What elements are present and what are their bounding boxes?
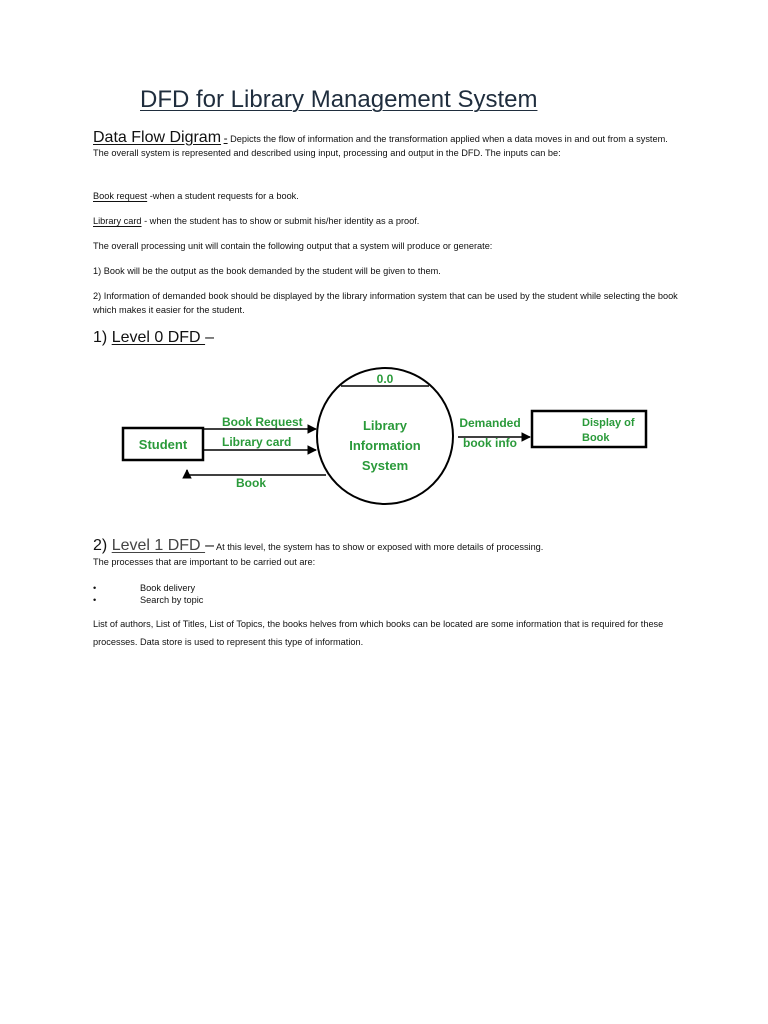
process-id: 0.0 [376, 372, 394, 386]
output-item-1: 1) Book will be the output as the book demanded by the student will be given to them. [93, 266, 441, 276]
sink-display-label-1: Display of [582, 417, 635, 429]
level1-dash: – [205, 537, 214, 554]
level0-dash: – [205, 329, 214, 346]
level0-heading [93, 329, 214, 347]
input-desc: -when a student requests for a book. [147, 191, 299, 201]
flow-demanded-info-label-2: book info [463, 436, 517, 450]
processing-text: The overall processing unit will contain the following output that a system will produce or generate: [93, 241, 493, 251]
flow-library-card-label: Library card [222, 435, 292, 449]
closing-paragraph: List of authors, List of Titles, List of Topics, the books helves from which books can be located are some information that is required for these processes. Data store is used to represent this type of information. [93, 619, 664, 647]
page-title: DFD for Library Management System [140, 86, 538, 113]
input-term: Book request [93, 191, 148, 201]
list-item: • Book delivery [93, 583, 196, 593]
level1-tail: At this level, the system has to show or exposed with more details of processing. [213, 542, 544, 552]
list-item: • Search by topic [93, 595, 204, 605]
process-label-3: System [361, 458, 409, 473]
flow-book-label: Book [236, 476, 266, 490]
level1-label: Level 1 DFD [111, 537, 206, 554]
process-circle [317, 368, 453, 504]
sink-display-label-2: Book [582, 432, 610, 444]
intro-paragraph [93, 131, 683, 160]
processes-intro: The processes that are important to be carried out are: [93, 557, 316, 567]
level1-heading [93, 537, 543, 555]
input-desc: - when the student has to show or submit his/her identity as a proof. [141, 216, 420, 226]
flow-book-arrow [187, 470, 326, 475]
intro-heading: Data Flow Digram [93, 129, 222, 146]
level0-number: 1) [93, 329, 108, 346]
input-term: Library card [93, 216, 142, 226]
process-label-1: Library [362, 418, 408, 433]
input-library-card [93, 215, 683, 229]
level0-label: Level 0 DFD [111, 329, 206, 346]
level0-dfd-diagram [118, 360, 658, 510]
intro-text: Depicts the flow of information and the transformation applied when a data moves in and out from a system. The overall system is represented and described using input, processing and output in the DFD. The inputs can be: [93, 134, 668, 158]
source-student-label: Student [138, 437, 188, 452]
bullet-icon: • [93, 583, 97, 593]
flow-book-request-label: Book Request [222, 415, 303, 429]
input-book-request [93, 190, 683, 204]
process-bullet-list [93, 582, 203, 606]
output-item-2: 2) Information of demanded book should be displayed by the library information system that can be used by the student while selecting the book which makes it easier for the student. [93, 291, 678, 315]
process-label-2: Information [349, 438, 421, 453]
intro-heading-dash: - [223, 131, 228, 145]
level1-number: 2) [93, 537, 108, 554]
bullet-icon: • [93, 595, 97, 605]
flow-demanded-info-label-1: Demanded [459, 416, 521, 430]
